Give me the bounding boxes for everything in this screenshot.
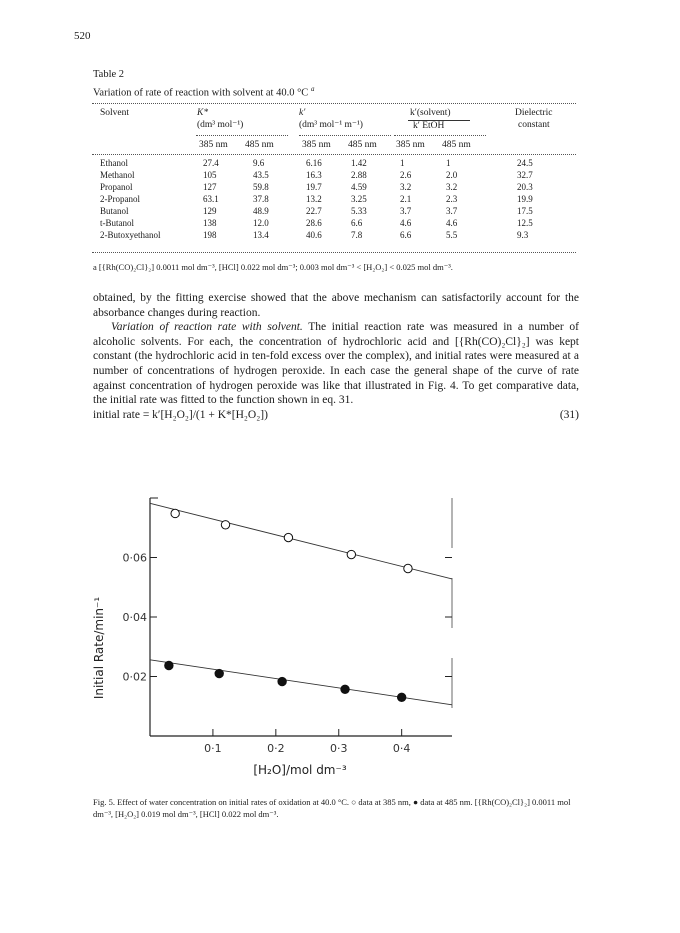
x-tick-label: 0·4 [392, 742, 411, 755]
data-point-485nm [278, 677, 286, 685]
y-axis-label: Initial Rate/min⁻¹ [92, 596, 106, 700]
wl-kprime-485: 485 nm [348, 140, 377, 150]
equation: initial rate = k′[H₂O₂]/(1 + K*[H₂O₂]) [93, 408, 268, 421]
kstar-sub-rule [196, 135, 288, 136]
data-point-385nm [284, 533, 292, 541]
col-header-solvent: Solvent [100, 108, 130, 118]
paragraph-2-body: The initial reaction rate was measured in a number of alcoholic solvents. For each, the concentration of hydrochloric acid and [{Rh(CO)₂Cl}₂] was kept constant (the hydrochloric acid in ten-fold excess over the complex), and initial rates were measured at a number of concentrations of hydrogen peroxide. In each case the general shape of the curve of rate against concentration of hydrogen peroxide was like that illustrated in Fig. 4. To get comparative data, the initial rate was fitted to the function shown in eq. 31. [93, 321, 579, 407]
equation-number: (31) [559, 408, 579, 421]
paragraph-2 [93, 320, 579, 408]
ratio-sub-rule [394, 135, 486, 136]
data-point-385nm [404, 564, 412, 572]
y-tick-label: 0·04 [122, 611, 147, 624]
page-number: 520 [74, 30, 91, 42]
table-row: Propanol 127 59.8 19.7 4.59 3.2 3.2 20.3 [100, 182, 533, 192]
equation-line [93, 408, 579, 423]
table-row: Methanol 105 43.5 16.3 2.88 2.6 2.0 32.7 [100, 170, 533, 180]
col-header-ratio-denominator: k′ EtOH [413, 121, 445, 131]
table-row: 2-Propanol 63.1 37.8 13.2 3.25 2.1 2.3 19.9 [100, 194, 533, 204]
x-axis-label: [H₂O]/mol dm⁻³ [253, 763, 347, 777]
data-point-485nm [341, 685, 349, 693]
wl-kprime-385: 385 nm [302, 140, 331, 150]
table-label: Table 2 [93, 69, 125, 80]
table-footnote: a [{Rh(CO)₂Cl}₂] 0.0011 mol dm⁻³, [HCl] 0.022 mol dm⁻³; 0.003 mol dm⁻³ < [H₂O₂] < 0.025 mol dm⁻³. [93, 262, 453, 272]
wl-ratio-385: 385 nm [396, 140, 425, 150]
table-row: Ethanol 27.4 9.6 6.16 1.42 1 1 24.5 [100, 158, 533, 168]
data-point-385nm [171, 509, 179, 517]
table-title: Variation of rate of reaction with solvent at 40.0 °C $^a$ [93, 85, 315, 99]
col-header-kstar-unit: (dm³ mol⁻¹) [197, 120, 244, 130]
fit-line [150, 660, 452, 705]
fit-lines [150, 503, 452, 704]
col-header-ratio: k′(solvent) [410, 108, 451, 118]
table-bottom-rule [92, 252, 576, 253]
table-row: Butanol 129 48.9 22.7 5.33 3.7 3.7 17.5 [100, 206, 533, 216]
figure-5-chart [90, 488, 490, 788]
kprime-sub-rule [299, 135, 391, 136]
data-point-485nm [215, 669, 223, 677]
paragraph-1: obtained, by the fitting exercise showed that the above mechanism can satisfactorily account for the absorbance changes during reaction. [93, 292, 579, 319]
body-text [93, 291, 579, 423]
table-row: 2-Butoxyethanol 198 13.4 40.6 7.8 6.6 5.5 9.3 [100, 230, 529, 240]
x-tick-label: 0·1 [204, 742, 222, 755]
section-heading: Variation of reaction rate with solvent. [111, 321, 303, 334]
table-caption-block [93, 68, 314, 101]
chart-axes [150, 498, 452, 736]
col-header-kstar: K* [197, 108, 209, 118]
data-point-385nm [347, 550, 355, 558]
wl-kstar-385: 385 nm [199, 140, 228, 150]
col-header-dielectric-2: constant [518, 120, 550, 130]
x-tick-label: 0·2 [267, 742, 285, 755]
data-points [165, 509, 412, 701]
data-point-385nm [221, 521, 229, 529]
table-row: t-Butanol 138 12.0 28.6 6.6 4.6 4.6 12.5 [100, 218, 533, 228]
wl-kstar-485: 485 nm [245, 140, 274, 150]
data-point-485nm [397, 693, 405, 701]
figure-caption: Fig. 5. Effect of water concentration on initial rates of oxidation at 40.0 °C. ○ data at 385 nm, ● data at 485 nm. [{Rh(CO)₂Cl}₂] 0.0011 mol dm⁻³, [H₂O₂] 0.019 mol dm⁻³, [HCl] 0.022 mol dm⁻³. [93, 797, 571, 819]
y-tick-label: 0·02 [122, 670, 147, 684]
tick-labels [123, 552, 411, 756]
table-top-rule [92, 103, 576, 104]
x-tick-label: 0·3 [330, 742, 348, 755]
col-header-kprime: k′ [299, 108, 306, 118]
y-tick-label: 0·06 [122, 551, 147, 565]
wl-ratio-485: 485 nm [442, 140, 471, 150]
col-header-dielectric: Dielectric [515, 108, 553, 118]
data-point-485nm [165, 661, 173, 669]
col-header-kprime-unit: (dm³ mol⁻¹ m⁻¹) [299, 120, 363, 130]
table-header-rule [92, 154, 576, 155]
